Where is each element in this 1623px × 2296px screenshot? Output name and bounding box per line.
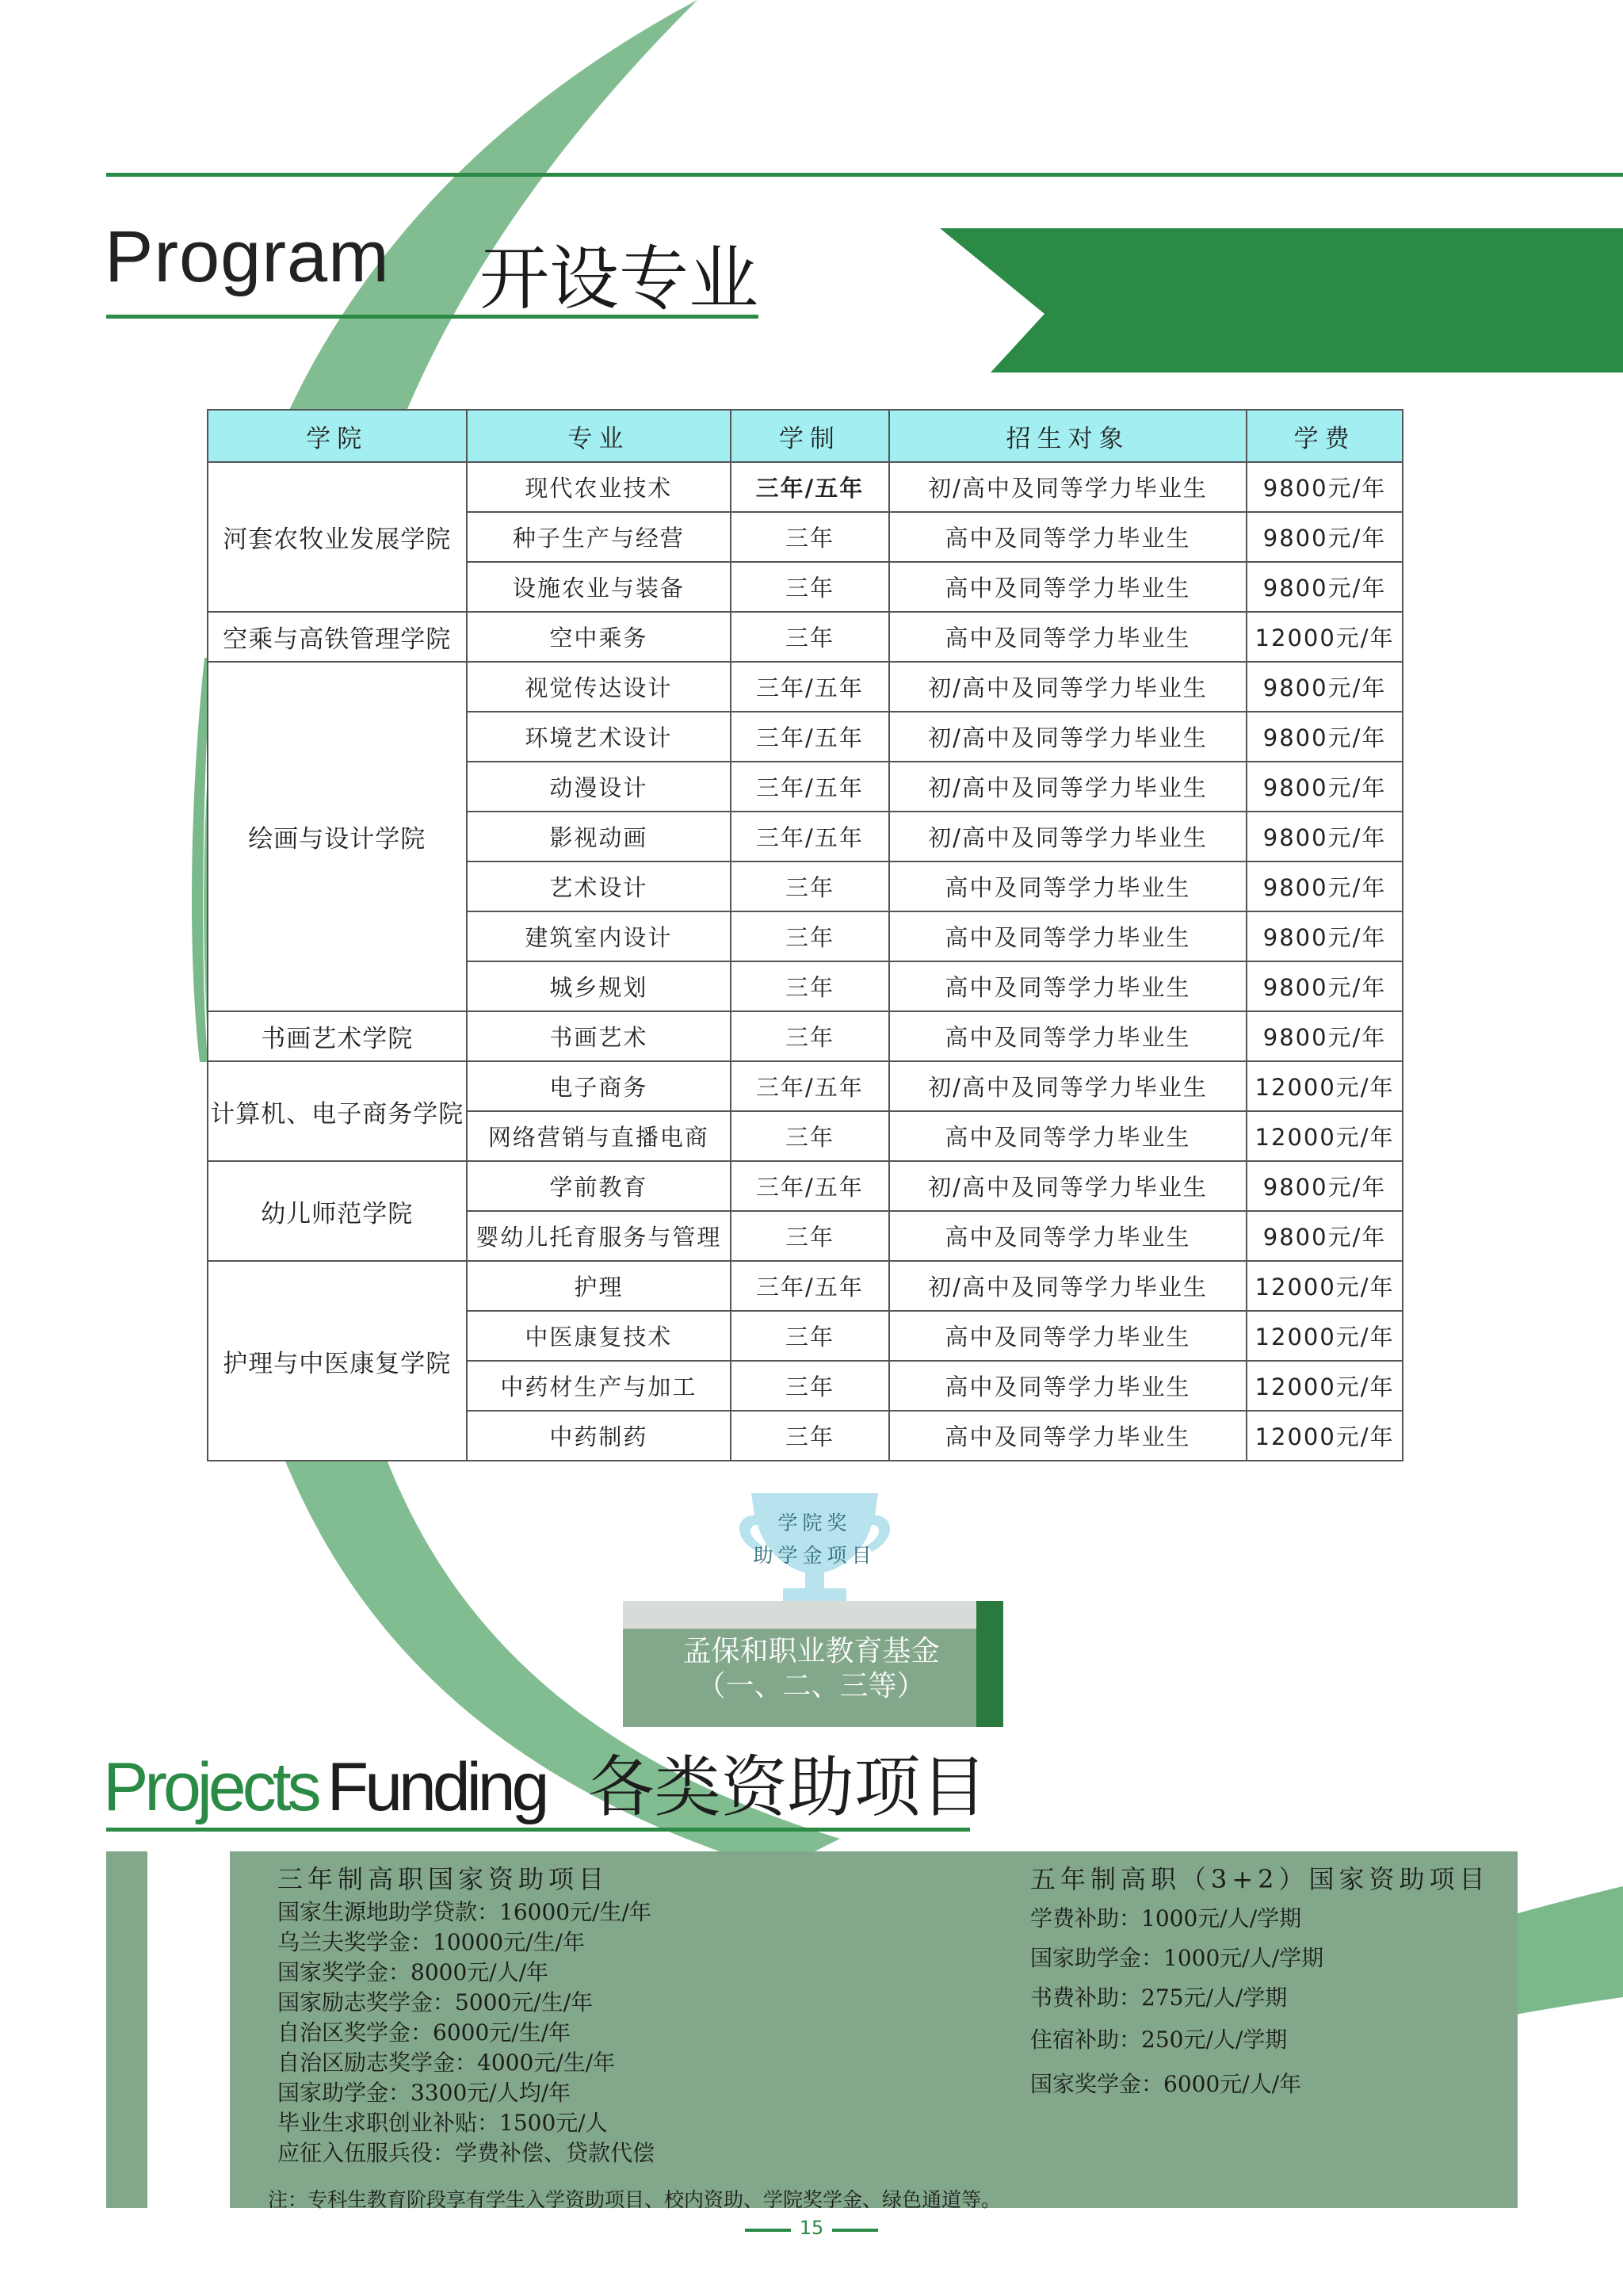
major-cell: 学前教育 <box>467 1161 731 1211</box>
college-cell: 护理与中医康复学院 <box>208 1261 467 1461</box>
major-cell: 电子商务 <box>467 1061 731 1111</box>
funding-left-item: 国家励志奖学金：5000元/生/年 <box>277 1989 594 2015</box>
target-cell: 初/高中及同等学力毕业生 <box>889 762 1247 812</box>
major-cell: 护理 <box>467 1261 731 1311</box>
fee-cell: 9800元/年 <box>1247 911 1403 961</box>
college-cell: 幼儿师范学院 <box>208 1161 467 1261</box>
program-table <box>207 409 1403 1461</box>
funding-right-item: 书费补助：275元/人/学期 <box>1030 1985 1288 2011</box>
duration-cell: 三年/五年 <box>731 762 889 812</box>
page-number-dash-right <box>832 2229 878 2232</box>
funding-left-item: 自治区奖学金：6000元/生/年 <box>277 2019 571 2046</box>
funding-right-column <box>1030 1859 1490 2107</box>
duration-cell: 三年 <box>731 612 889 662</box>
fee-cell: 9800元/年 <box>1247 762 1403 812</box>
funding-title <box>103 1734 987 1830</box>
fee-cell: 9800元/年 <box>1247 1211 1403 1261</box>
funding-left-item: 国家助学金：3300元/人均/年 <box>277 2080 571 2106</box>
target-cell: 高中及同等学力毕业生 <box>889 512 1247 562</box>
fee-cell: 12000元/年 <box>1247 1261 1403 1311</box>
funding-right-item: 国家奖学金：6000元/人/年 <box>1030 2071 1302 2097</box>
funding-right-item: 学费补助：1000元/人/学期 <box>1030 1905 1302 1931</box>
fee-cell: 9800元/年 <box>1247 562 1403 612</box>
duration-cell: 三年/五年 <box>731 1161 889 1211</box>
duration-cell: 三年/五年 <box>731 1261 889 1311</box>
duration-cell: 三年 <box>731 562 889 612</box>
funding-right-item: 国家助学金：1000元/人/学期 <box>1030 1945 1324 1971</box>
funding-title-cn: 各类资助项目 <box>587 1748 987 1826</box>
duration-cell: 三年 <box>731 1311 889 1361</box>
target-cell: 初/高中及同等学力毕业生 <box>889 1061 1247 1111</box>
fee-cell: 9800元/年 <box>1247 812 1403 861</box>
header-banner <box>940 228 1623 372</box>
major-cell: 建筑室内设计 <box>467 911 731 961</box>
fee-cell: 12000元/年 <box>1247 1361 1403 1411</box>
fee-cell: 9800元/年 <box>1247 861 1403 911</box>
target-cell: 高中及同等学力毕业生 <box>889 861 1247 911</box>
target-cell: 初/高中及同等学力毕业生 <box>889 662 1247 712</box>
funding-left-item: 应征入伍服兵役：学费补偿、贷款代偿 <box>277 2140 655 2166</box>
funding-title-en-a: Projects <box>103 1749 318 1825</box>
target-cell: 高中及同等学力毕业生 <box>889 562 1247 612</box>
table-row <box>208 1261 1403 1311</box>
duration-cell: 三年 <box>731 512 889 562</box>
college-cell: 书画艺术学院 <box>208 1011 467 1061</box>
fee-cell: 9800元/年 <box>1247 1161 1403 1211</box>
fee-cell: 9800元/年 <box>1247 512 1403 562</box>
funding-left-heading: 三年制高职国家资助项目 <box>277 1864 609 1894</box>
funding-left-item: 国家生源地助学贷款：16000元/生/年 <box>277 1899 651 1925</box>
duration-cell: 三年 <box>731 961 889 1011</box>
major-cell: 种子生产与经营 <box>467 512 731 562</box>
fee-cell: 9800元/年 <box>1247 662 1403 712</box>
college-cell: 计算机、电子商务学院 <box>208 1061 467 1161</box>
page-number: 15 <box>799 2217 824 2239</box>
table-row <box>208 1011 1403 1061</box>
fee-cell: 9800元/年 <box>1247 462 1403 512</box>
funding-left-item: 乌兰夫奖学金：10000元/生/年 <box>277 1929 585 1955</box>
top-rule <box>106 173 1623 177</box>
table-row <box>208 662 1403 712</box>
fee-cell: 9800元/年 <box>1247 961 1403 1011</box>
target-cell: 高中及同等学力毕业生 <box>889 961 1247 1011</box>
major-cell: 城乡规划 <box>467 961 731 1011</box>
fee-cell: 9800元/年 <box>1247 1011 1403 1061</box>
target-cell: 高中及同等学力毕业生 <box>889 1211 1247 1261</box>
trophy-label-1: 学院奖 <box>777 1511 852 1534</box>
fee-cell: 12000元/年 <box>1247 1111 1403 1161</box>
target-cell: 初/高中及同等学力毕业生 <box>889 812 1247 861</box>
podium-text <box>623 1634 999 1704</box>
target-cell: 高中及同等学力毕业生 <box>889 1361 1247 1411</box>
col-header-duration: 学制 <box>731 410 889 462</box>
major-cell: 中药制药 <box>467 1411 731 1461</box>
major-cell: 中药材生产与加工 <box>467 1361 731 1411</box>
program-title-en: Program <box>105 216 390 297</box>
duration-cell: 三年/五年 <box>731 1061 889 1111</box>
program-title-cn: 开设专业 <box>479 238 759 319</box>
major-cell: 环境艺术设计 <box>467 712 731 762</box>
funding-title-en-b: Funding <box>327 1749 546 1825</box>
fee-cell: 12000元/年 <box>1247 1061 1403 1111</box>
podium-line-1: 孟保和职业教育基金 <box>682 1635 940 1668</box>
podium-top <box>623 1601 999 1629</box>
target-cell: 高中及同等学力毕业生 <box>889 1011 1247 1061</box>
target-cell: 高中及同等学力毕业生 <box>889 1311 1247 1361</box>
duration-cell: 三年 <box>731 1211 889 1261</box>
table-row <box>208 1161 1403 1211</box>
target-cell: 高中及同等学力毕业生 <box>889 1111 1247 1161</box>
major-cell: 影视动画 <box>467 812 731 861</box>
major-cell: 网络营销与直播电商 <box>467 1111 731 1161</box>
table-row <box>208 462 1403 512</box>
major-cell: 空中乘务 <box>467 612 731 662</box>
target-cell: 高中及同等学力毕业生 <box>889 1411 1247 1461</box>
trophy-label-2: 助学金项目 <box>753 1544 876 1567</box>
duration-cell: 三年 <box>731 861 889 911</box>
duration-cell: 三年 <box>731 911 889 961</box>
duration-cell: 三年/五年 <box>731 662 889 712</box>
target-cell: 初/高中及同等学力毕业生 <box>889 712 1247 762</box>
duration-cell: 三年/五年 <box>731 712 889 762</box>
fee-cell: 12000元/年 <box>1247 612 1403 662</box>
funding-right-item: 住宿补助：250元/人/学期 <box>1030 2027 1288 2053</box>
duration-cell: 三年 <box>731 1361 889 1411</box>
duration-cell: 三年/五年 <box>731 462 889 512</box>
major-cell: 艺术设计 <box>467 861 731 911</box>
col-header-target: 招生对象 <box>889 410 1247 462</box>
major-cell: 动漫设计 <box>467 762 731 812</box>
podium-line-2: （一、二、三等） <box>697 1670 926 1702</box>
college-cell: 空乘与高铁管理学院 <box>208 612 467 662</box>
target-cell: 高中及同等学力毕业生 <box>889 911 1247 961</box>
fee-cell: 9800元/年 <box>1247 712 1403 762</box>
college-cell: 绘画与设计学院 <box>208 662 467 1011</box>
funding-note: 注：专科生教育阶段享有学生入学资助项目、校内资助、学院奖学金、绿色通道等。 <box>268 2188 1002 2211</box>
funding-left-bar <box>106 1851 147 2208</box>
duration-cell: 三年/五年 <box>731 812 889 861</box>
major-cell: 现代农业技术 <box>467 462 731 512</box>
table-row <box>208 1061 1403 1111</box>
funding-right-heading: 五年制高职（3+2）国家资助项目 <box>1030 1864 1490 1894</box>
funding-left-item: 国家奖学金：8000元/人/年 <box>277 1959 549 1985</box>
col-header-college: 学院 <box>208 410 467 462</box>
duration-cell: 三年 <box>731 1011 889 1061</box>
target-cell: 初/高中及同等学力毕业生 <box>889 462 1247 512</box>
college-cell: 河套农牧业发展学院 <box>208 462 467 612</box>
major-cell: 设施农业与装备 <box>467 562 731 612</box>
target-cell: 初/高中及同等学力毕业生 <box>889 1261 1247 1311</box>
target-cell: 初/高中及同等学力毕业生 <box>889 1161 1247 1211</box>
duration-cell: 三年 <box>731 1411 889 1461</box>
fee-cell: 12000元/年 <box>1247 1411 1403 1461</box>
table-row <box>208 612 1403 662</box>
major-cell: 婴幼儿托育服务与管理 <box>467 1211 731 1261</box>
fee-cell: 12000元/年 <box>1247 1311 1403 1361</box>
major-cell: 中医康复技术 <box>467 1311 731 1361</box>
table-header-row <box>208 410 1403 462</box>
target-cell: 高中及同等学力毕业生 <box>889 612 1247 662</box>
funding-left-item: 自治区励志奖学金：4000元/生/年 <box>277 2050 616 2076</box>
duration-cell: 三年 <box>731 1111 889 1161</box>
major-cell: 视觉传达设计 <box>467 662 731 712</box>
major-cell: 书画艺术 <box>467 1011 731 1061</box>
funding-left-item: 毕业生求职创业补贴：1500元/人 <box>277 2110 608 2136</box>
funding-left-column <box>277 1859 655 2168</box>
col-header-fee: 学费 <box>1247 410 1403 462</box>
col-header-major: 专业 <box>467 410 731 462</box>
